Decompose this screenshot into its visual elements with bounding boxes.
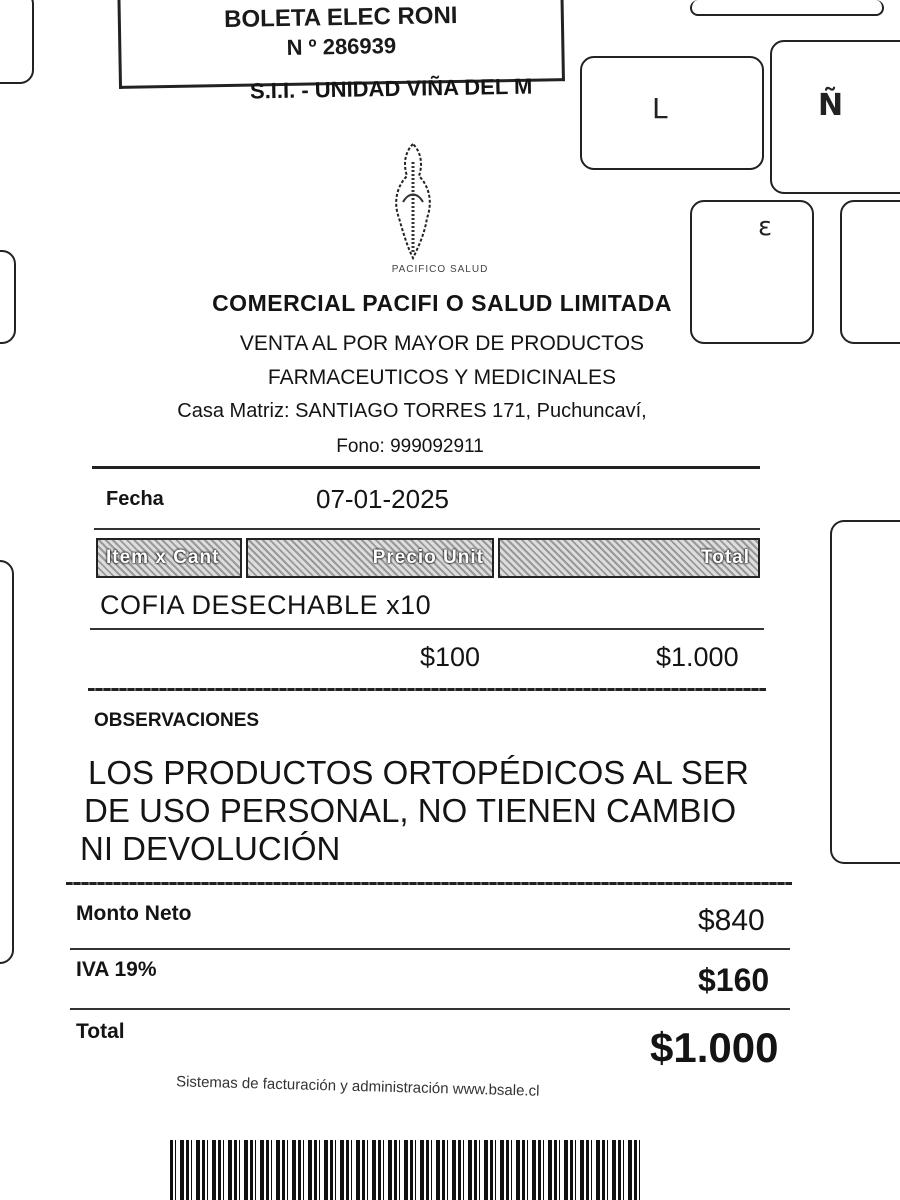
divider (90, 628, 764, 630)
column-header-unit-price: Precio Unit (372, 547, 484, 568)
logo-caption: PACIFICO SALUD (391, 264, 489, 275)
header-unit-price (246, 538, 494, 578)
divider (88, 688, 766, 691)
stamp-document-type: BOLETA ELEC RONI (223, 1, 458, 34)
keyboard-key (830, 520, 900, 864)
company-activity-line2: FARMACEUTICOS Y MEDICINALES (267, 366, 617, 389)
keyboard-letter-e: ε (758, 212, 773, 242)
divider (92, 466, 760, 469)
keyboard-letter-l: L (652, 92, 668, 125)
total-value: $1.000 (650, 1024, 779, 1071)
item-line-total: $1.000 (656, 642, 739, 672)
divider (66, 882, 792, 885)
keyboard-key (580, 56, 764, 170)
company-address: Casa Matriz: SANTIAGO TORRES 171, Puchuncaví, (177, 400, 647, 422)
iva-value: $160 (698, 962, 770, 998)
date-label: Fecha (106, 488, 164, 510)
stamp-sii-unit: S.I.I. - UNIDAD VIÑA DEL M (249, 73, 533, 104)
column-header-total: Total (701, 547, 750, 568)
total-label: Total (76, 1020, 125, 1043)
keyboard-key (0, 0, 34, 84)
net-amount-label: Monto Neto (76, 902, 192, 925)
keyboard-key (690, 0, 884, 16)
header-total (498, 538, 760, 578)
iva-label: IVA 19% (76, 958, 157, 981)
company-logo (385, 142, 441, 260)
footer-software-note: Sistemas de facturación y administración www.bsale.cl (175, 1073, 540, 1100)
observations-line2: DE USO PERSONAL, NO TIENEN CAMBIO (84, 792, 737, 829)
column-header-item: Item x Cant (106, 547, 220, 568)
header-item-qty (96, 538, 242, 578)
net-amount-value: $840 (698, 904, 765, 937)
item-name: COFIA DESECHABLE x10 (100, 590, 432, 620)
company-name: COMERCIAL PACIFI O SALUD LIMITADA (212, 290, 672, 316)
keyboard-letter-n: Ñ (818, 88, 844, 123)
observations-line1: LOS PRODUCTOS ORTOPÉDICOS AL SER (88, 754, 749, 791)
stamp-folio: N º 286939 (286, 33, 397, 60)
keyboard-key (0, 560, 14, 964)
barcode-pdf417 (170, 1140, 640, 1200)
observations-label: OBSERVACIONES (94, 710, 260, 731)
date-value: 07-01-2025 (316, 484, 449, 514)
company-activity-line1: VENTA AL POR MAYOR DE PRODUCTOS (239, 332, 645, 355)
company-phone: Fono: 999092911 (336, 436, 484, 457)
divider (70, 1008, 790, 1010)
item-unit-price: $100 (420, 642, 481, 672)
divider (94, 528, 760, 530)
observations-line3: NI DEVOLUCIÓN (80, 830, 341, 867)
divider (70, 948, 790, 950)
